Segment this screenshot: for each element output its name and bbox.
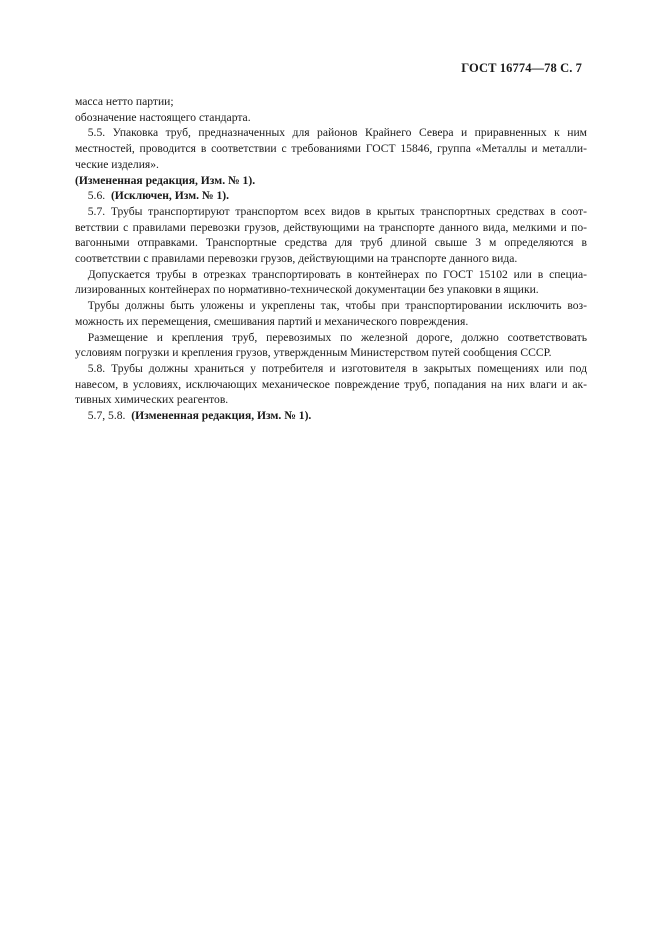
text-line — [75, 188, 587, 204]
line-text: ветствии с правилами перевозки грузов, действующими на транспорте данного вида, мелкими и по- — [75, 220, 587, 234]
line-text: (Исключен, Изм. № 1). — [110, 189, 230, 203]
line-text: Размещение и крепления труб, перевозимых по железной дороге, должно соответствовать — [87, 330, 587, 344]
text-line — [75, 251, 587, 267]
page-header: ГОСТ 16774—78 С. 7 — [461, 61, 582, 75]
text-line — [75, 157, 587, 173]
line-prefix: 5.6. — [87, 189, 106, 203]
text-line — [75, 392, 587, 408]
line-text: местностей, проводится в соответствии с требованиями ГОСТ 15846, группа «Металлы и металли- — [75, 142, 587, 156]
line-text: можность их перемещения, смешивания партий и механического повреждения. — [75, 314, 469, 328]
line-text: лизированных контейнерах по нормативно-технической документации без упаковки в ящики. — [75, 283, 539, 297]
line-prefix: 5.7, 5.8. — [87, 409, 126, 423]
text-line — [75, 220, 587, 236]
line-text: масса нетто партии; — [75, 95, 174, 108]
text-line — [75, 204, 587, 220]
line-text: вагонными отправками. Транспортные средства для труб длиной свыше 3 м определяются в — [75, 236, 587, 250]
text-line — [75, 345, 587, 361]
text-line — [75, 125, 587, 141]
line-text: 5.8. Трубы должны храниться у потребителя и изготовителя в закрытых помещениях или под — [87, 361, 587, 375]
text-line — [75, 173, 587, 189]
text-line — [75, 361, 587, 377]
line-text: ческие изделия». — [75, 157, 159, 171]
line-text: Трубы должны быть уложены и укреплены так, чтобы при транспортировании исключить воз- — [87, 299, 587, 313]
text-line — [75, 408, 587, 424]
line-text: Допускается трубы в отрезках транспортировать в контейнерах по ГОСТ 15102 или в специа- — [87, 267, 587, 281]
text-line — [75, 235, 587, 251]
line-text: соответствии с правилами перевозки грузов, действующими на транспорте данного вида. — [75, 252, 518, 266]
document-body — [75, 94, 587, 424]
text-line — [75, 94, 587, 110]
text-line — [75, 377, 587, 393]
line-text: 5.5. Упаковка труб, предназначенных для районов Крайнего Севера и приравненных к ним — [87, 126, 587, 140]
text-line — [75, 314, 587, 330]
text-line — [75, 330, 587, 346]
line-text: (Измененная редакция, Изм. № 1). — [131, 409, 312, 423]
line-text: навесом, в условиях, исключающих механическое повреждение труб, попадания на них влаги и ак- — [75, 377, 587, 391]
text-line — [75, 282, 587, 298]
line-text: тивных химических реагентов. — [75, 393, 229, 407]
line-text: обозначение настоящего стандарта. — [75, 110, 251, 124]
text-line — [75, 141, 587, 157]
line-text: условиям погрузки и крепления грузов, утвержденным Министерством путей сообщения СССР. — [75, 346, 552, 360]
text-line — [75, 267, 587, 283]
text-line — [75, 298, 587, 314]
text-line — [75, 110, 587, 126]
line-text: 5.7. Трубы транспортируют транспортом всех видов в крытых транспортных средствах в соот- — [87, 204, 587, 218]
line-text: (Измененная редакция, Изм. № 1). — [75, 173, 256, 187]
